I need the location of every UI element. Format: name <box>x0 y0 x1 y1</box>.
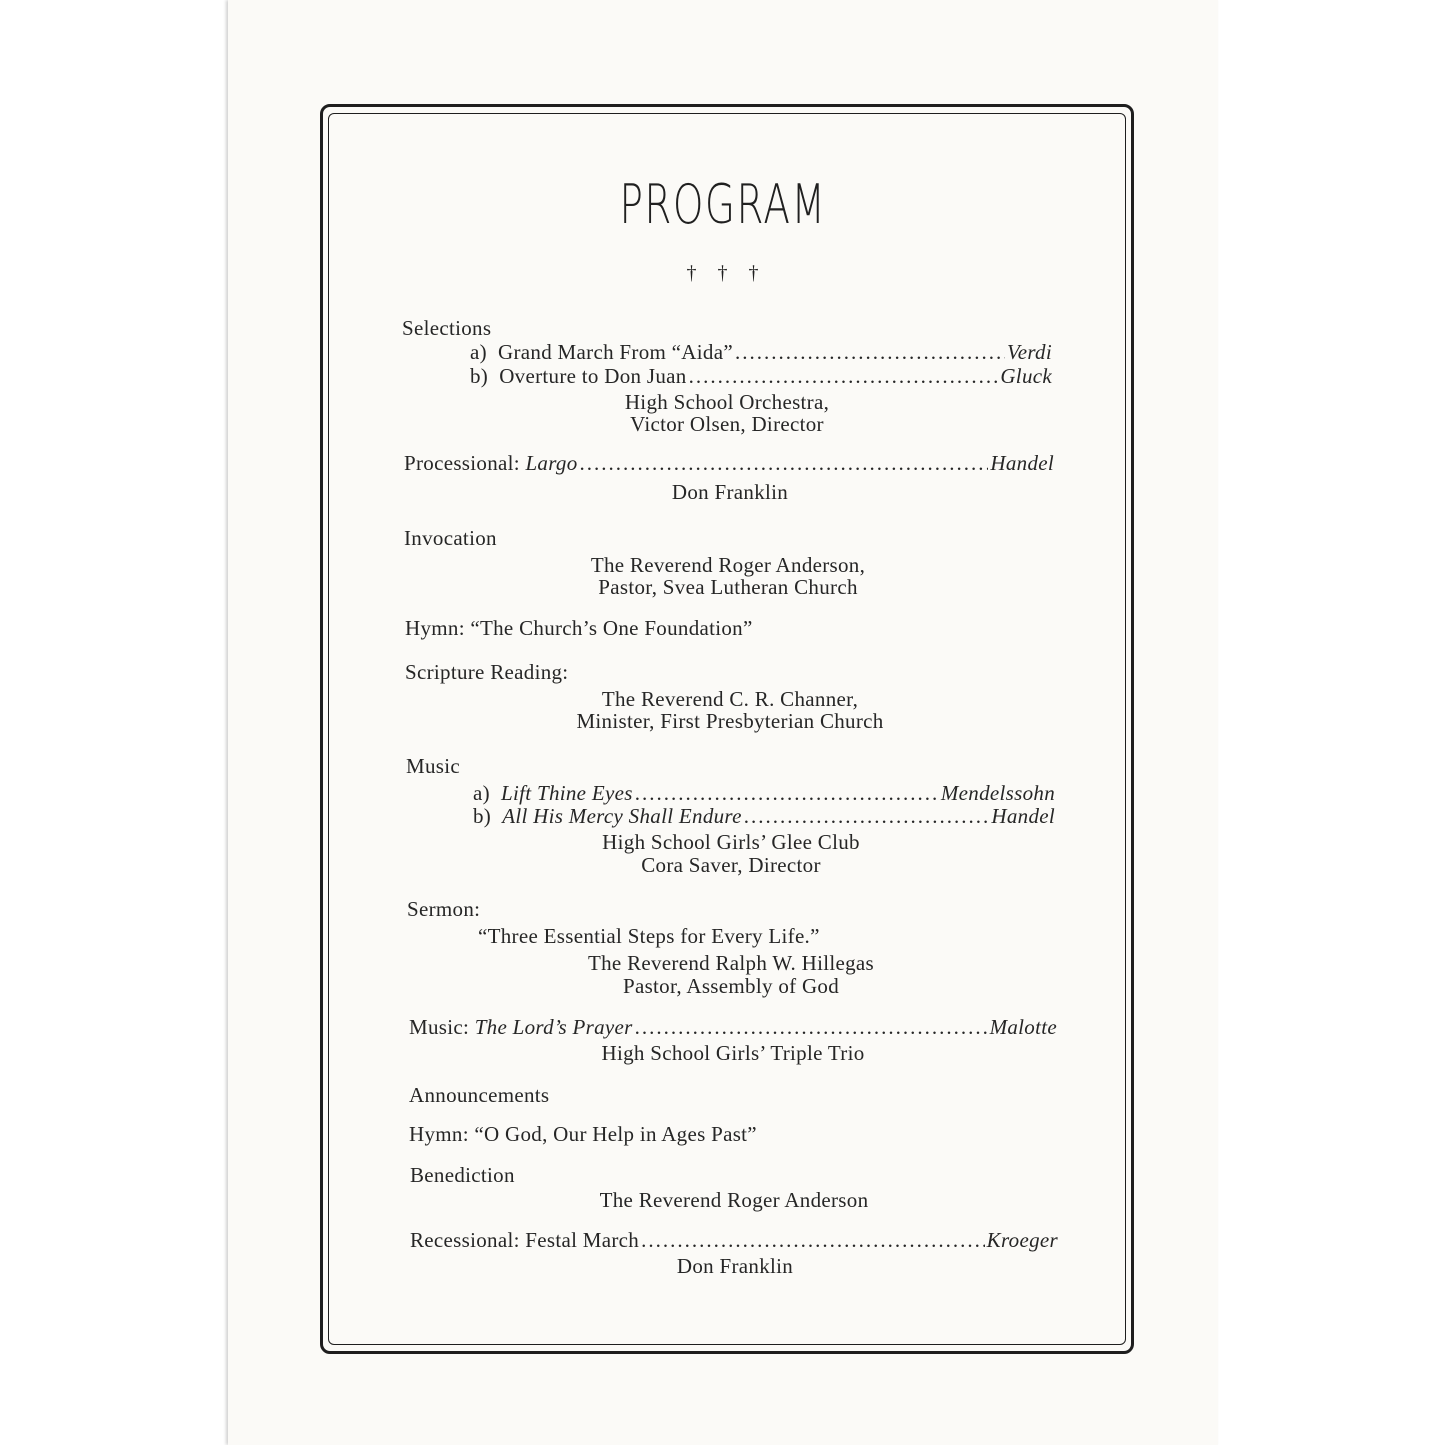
sermon-heading: Sermon: <box>407 897 481 921</box>
item-title: All His Mercy Shall Endure <box>502 804 742 828</box>
speaker-line: The Reverend Ralph W. Hillegas <box>587 951 875 975</box>
performer-line: Don Franklin <box>676 1254 794 1278</box>
scripture-heading: Scripture Reading: <box>405 660 569 684</box>
program-item-overture <box>470 366 1052 387</box>
item-label: Music: <box>409 1015 470 1039</box>
item-composer: Kroeger <box>986 1228 1058 1252</box>
program-item-grand-march <box>470 342 1052 363</box>
item-title: Overture to Don Juan <box>499 364 687 388</box>
item-label: Processional: <box>404 451 520 475</box>
dot-leader <box>744 806 990 827</box>
item-composer: Malotte <box>989 1015 1057 1039</box>
dot-leader <box>689 366 999 387</box>
item-composer: Verdi <box>1006 340 1052 364</box>
speaker-line: Minister, First Presbyterian Church <box>576 709 884 733</box>
item-composer: Handel <box>991 804 1055 828</box>
program-title: PROGRAM <box>619 173 827 236</box>
speaker-line: Pastor, Assembly of God <box>622 974 840 998</box>
speaker-line: Pastor, Svea Lutheran Church <box>598 575 858 599</box>
speaker-line: The Reverend C. R. Channer, <box>601 687 859 711</box>
dot-leader <box>641 1230 985 1251</box>
speaker-line: The Reverend Roger Anderson, <box>590 553 866 577</box>
program-item-lift-thine-eyes <box>473 783 1055 804</box>
performer-line: High School Girls’ Glee Club <box>602 830 860 854</box>
item-label: Recessional: Festal March <box>410 1228 640 1252</box>
program-item-lords-prayer <box>409 1017 1057 1038</box>
selections-heading: Selections <box>402 316 492 340</box>
performer-line: High School Girls’ Triple Trio <box>601 1041 865 1065</box>
performer-line: High School Orchestra, <box>624 390 830 414</box>
sermon-title: “Three Essential Steps for Every Life.” <box>478 924 820 948</box>
item-title: Largo <box>525 451 578 475</box>
item-marker: b) <box>473 804 492 828</box>
item-title: The Lord’s Prayer <box>474 1015 633 1039</box>
dot-leader <box>580 453 989 474</box>
item-marker: a) <box>473 781 490 805</box>
item-marker: a) <box>470 340 487 364</box>
item-composer: Mendelssohn <box>940 781 1055 805</box>
invocation-heading: Invocation <box>404 526 497 550</box>
dot-leader <box>635 783 939 804</box>
item-composer: Gluck <box>1000 364 1052 388</box>
cross-ornaments: † † † <box>686 262 759 284</box>
program-item-recessional <box>410 1230 1058 1251</box>
announcements-heading: Announcements <box>409 1083 550 1107</box>
performer-line: Don Franklin <box>671 480 789 504</box>
dot-leader <box>735 342 1005 363</box>
music-heading: Music <box>406 754 460 778</box>
speaker-line: The Reverend Roger Anderson <box>599 1188 869 1212</box>
benediction-heading: Benediction <box>410 1163 515 1187</box>
program-item-processional <box>404 453 1054 474</box>
hymn-church-foundation: Hymn: “The Church’s One Foundation” <box>405 616 753 640</box>
program-item-all-his-mercy <box>473 806 1055 827</box>
performer-line: Victor Olsen, Director <box>630 412 824 436</box>
performer-line: Cora Saver, Director <box>641 853 821 877</box>
item-marker: b) <box>470 364 489 388</box>
item-title: Lift Thine Eyes <box>501 781 633 805</box>
item-title: Grand March From “Aida” <box>498 340 733 364</box>
item-composer: Handel <box>990 451 1054 475</box>
hymn-o-god: Hymn: “O God, Our Help in Ages Past” <box>409 1122 757 1146</box>
dot-leader <box>635 1017 988 1038</box>
